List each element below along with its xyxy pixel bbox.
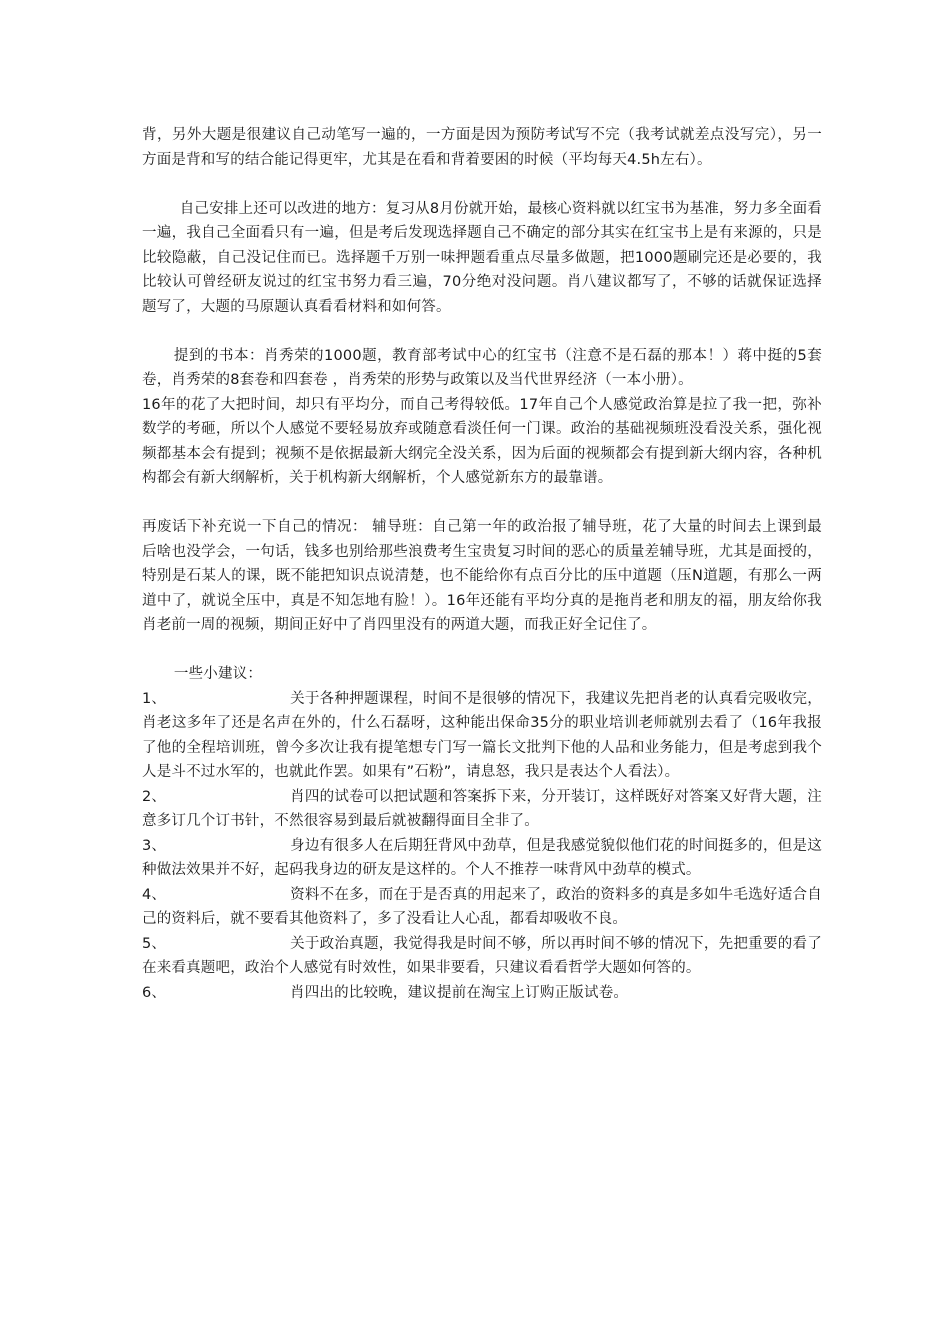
suggestion-text: 肖四的试卷可以把试题和答案拆下来，分开装订，这样既好对答案又好背大题，注意多订几个订书针，不然很容易到最后就被翻得面目全非了。 [142, 788, 822, 829]
suggestion-text: 关于政治真题，我觉得我是时间不够，所以再时间不够的情况下，先把重要的看了在来看真题吧，政治个人感觉有时效性，如果非要看，只建议看看哲学大题如何答的。 [142, 935, 822, 976]
paragraph-experience: 16年的花了大把时间，却只有平均分，而自己考得较低。17年自己个人感觉政治算是拉了我一把，弥补数学的考砸，所以个人感觉不要轻易放弃或随意看淡任何一门课。政治的基础视频班没看没关系，强化视频都基本会有提到；视频不是依据最新大纲完全没关系，因为后面的视频都会有提到新大纲内容，各种机构都会有新大纲解析，关于机构新大纲解析，个人感觉新东方的最靠谱。 [142, 396, 822, 486]
suggestion-number: 2、 [142, 788, 167, 805]
paragraph-tutoring: 再废话下补充说一下自己的情况： 辅导班：自己第一年的政治报了辅导班，花了大量的时间去上课到最后啥也没学会，一句话，钱多也别给那些浪费考生宝贵复习时间的恶心的质量差辅导班，尤其是面授的，特别是石某人的课，既不能把知识点说清楚，也不能给你有点百分比的压中道题（压N道题，有那么一两道中了，就说全压中，真是不知怎地有脸！）。16年还能有平均分真的是拖肖老和朋友的福，朋友给你我肖老前一周的视频，期间正好中了肖四里没有的两道大题，而我正好全记住了。 [142, 519, 822, 633]
paragraph-gap [142, 172, 822, 197]
suggestion-number: 5、 [142, 935, 167, 952]
paragraph-gap [142, 319, 822, 344]
suggestion-item-5 [142, 932, 822, 981]
paragraph-books: 提到的书本：肖秀荣的1000题，教育部考试中心的红宝书（注意不是石磊的那本！）蒋中挺的5套卷，肖秀荣的8套卷和四套卷 ，肖秀荣的形势与政策以及当代世界经济（一本小册）。 [142, 347, 822, 388]
paragraph-gap [142, 491, 822, 516]
suggestion-number: 4、 [142, 886, 167, 903]
suggestion-item-4 [142, 883, 822, 932]
suggestions-heading: 一些小建议： [173, 666, 263, 682]
paragraph-gap [142, 638, 822, 663]
paragraph-improvements: 自己安排上还可以改进的地方：复习从8月份就开始，最核心资料就以红宝书为基准，努力多全面看一遍，我自己全面看只有一遍，但是考后发现选择题自己不确定的部分其实在红宝书上是有来源的，只是比较隐蔽，自己没记住而已。选择题千万别一味押题看重点尽量多做题，把1000题刷完还是必要的，我比较认可曾经研友说过的红宝书努力看三遍，70分绝对没问题。肖八建议都写了，不够的话就保证选择题写了，大题的马原题认真看看材料和如何答。 [142, 200, 822, 315]
suggestion-item-2 [142, 785, 822, 834]
suggestion-text: 身边有很多人在后期狂背风中劲草，但是我感觉貌似他们花的时间挺多的，但是这种做法效果并不好，起码我身边的研友是这样的。个人不推荐一味背风中劲草的模式。 [142, 837, 822, 878]
suggestion-text: 关于各种押题课程，时间不是很够的情况下，我建议先把肖老的认真看完吸收完，肖老这多年了还是名声在外的，什么石磊呀，这种能出保命35分的职业培训老师就别去看了（16年我报了他的全程培训班，曾今多次让我有提笔想专门写一篇长文批判下他的人品和业务能力，但是考虑到我个人是斗不过水军的，也就此作罢。如果有”石粉”，请息怒，我只是表达个人看法）。 [142, 690, 822, 780]
suggestion-number: 6、 [142, 984, 167, 1001]
paragraph-study-method: 背，另外大题是很建议自己动笔写一遍的，一方面是因为预防考试写不完（我考试就差点没写完），另一方面是背和写的结合能记得更牢，尤其是在看和背着要困的时候（平均每天4.5h左右）。 [142, 127, 822, 168]
document-body [142, 123, 822, 1005]
suggestion-item-1 [142, 687, 822, 785]
suggestion-text: 资料不在多，而在于是否真的用起来了，政治的资料多的真是多如牛毛选好适合自己的资料后，就不要看其他资料了，多了没看让人心乱，都看却吸收不良。 [142, 886, 822, 927]
suggestion-text: 肖四出的比较晚，建议提前在淘宝上订购正版试卷。 [290, 984, 629, 1001]
suggestion-number: 1、 [142, 690, 167, 707]
suggestion-number: 3、 [142, 837, 167, 854]
suggestion-item-6 [142, 981, 822, 1006]
suggestion-item-3 [142, 834, 822, 883]
